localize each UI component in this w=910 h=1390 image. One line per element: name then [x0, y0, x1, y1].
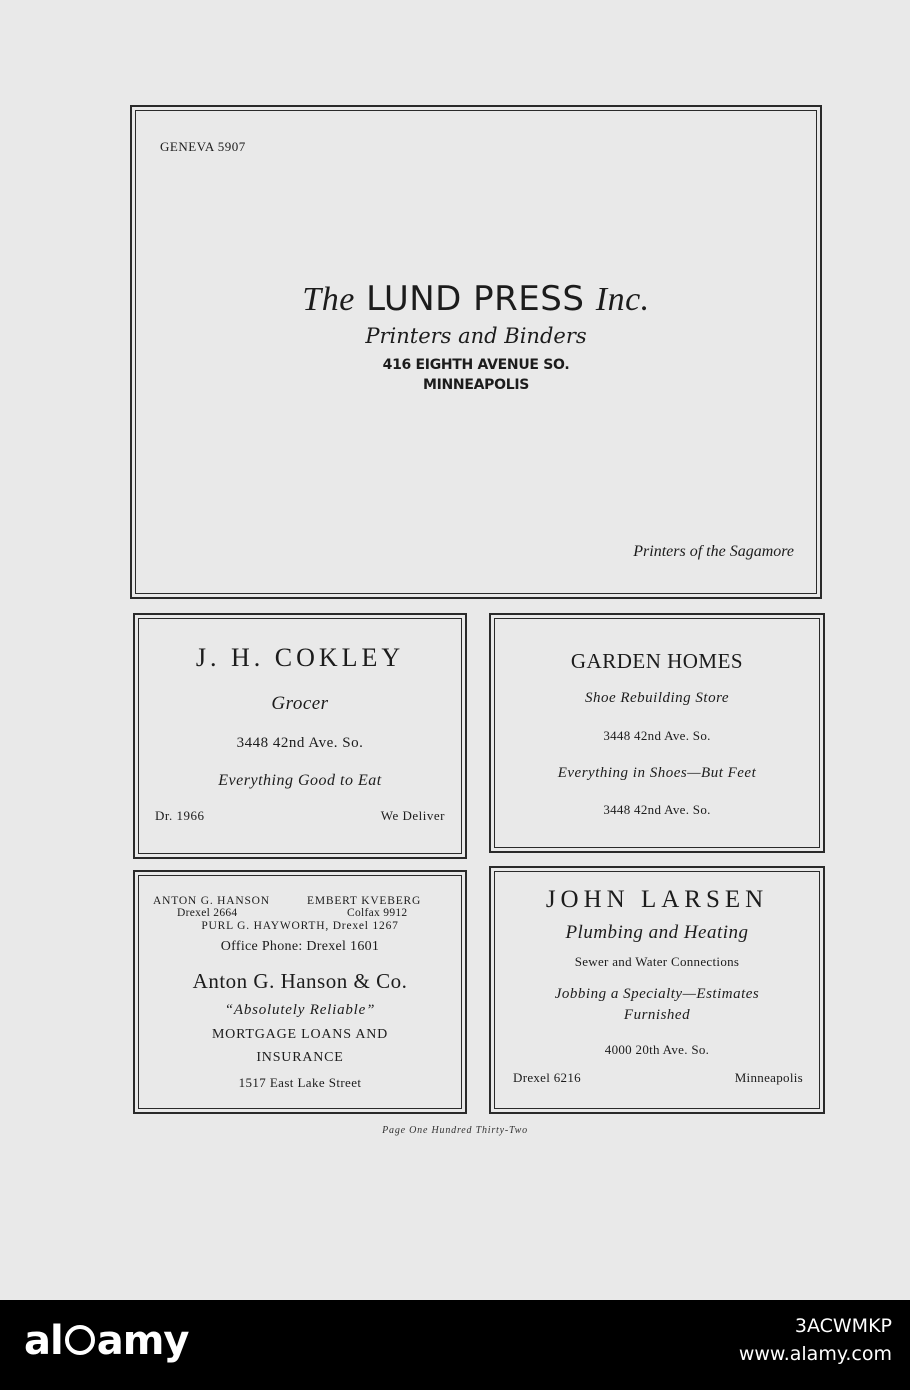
- cokley-delivery: We Deliver: [380, 808, 445, 823]
- larsen-phone: Drexel 6216: [513, 1070, 581, 1085]
- garden-name: GARDEN HOMES: [570, 649, 744, 673]
- hanson-service-2: INSURANCE: [256, 1050, 344, 1065]
- lund-city: MINNEAPOLIS: [422, 377, 530, 393]
- garden-address-top: 3448 42nd Ave. So.: [603, 728, 711, 743]
- hanson-street: 1517 East Lake Street: [238, 1075, 362, 1090]
- larsen-jobbing-1: Jobbing a Specialty—Estimates: [554, 986, 760, 1002]
- hanson-partner-3: PURL G. HAYWORTH, Drexel 1267: [201, 920, 399, 932]
- garden-address-bottom: 3448 42nd Ave. So.: [603, 802, 711, 817]
- hanson-office-phone: Office Phone: Drexel 1601: [220, 939, 380, 954]
- larsen-services: Sewer and Water Connections: [574, 954, 740, 969]
- stock-banner: [0, 1300, 910, 1390]
- brand-left: al: [24, 1318, 63, 1364]
- hanson-partner-2: EMBERT KVEBERG: [307, 895, 422, 907]
- hanson-partner-1-phone: Drexel 2664: [177, 907, 238, 919]
- lund-phone: GENEVA 5907: [160, 139, 246, 154]
- lund-tagline: Printers of the Sagamore: [633, 543, 794, 560]
- brand-a-icon: [65, 1325, 95, 1355]
- garden-subtitle: Shoe Rebuilding Store: [584, 690, 730, 706]
- lund-address: 416 EIGHTH AVENUE SO.: [382, 357, 570, 373]
- cokley-slogan: Everything Good to Eat: [218, 772, 382, 789]
- cokley-trade: Grocer: [271, 693, 329, 714]
- larsen-trade: Plumbing and Heating: [565, 922, 749, 943]
- larsen-address: 4000 20th Ave. So.: [604, 1042, 710, 1057]
- lund-name-line: [132, 279, 820, 319]
- hanson-motto: “Absolutely Reliable”: [224, 1002, 376, 1018]
- hanson-partner-2-phone: Colfax 9912: [347, 907, 408, 919]
- hanson-firm: Anton G. Hanson & Co.: [192, 969, 408, 993]
- ad-hanson: [133, 870, 467, 1114]
- larsen-name: JOHN LARSEN: [545, 886, 769, 913]
- cokley-phone: Dr. 1966: [155, 808, 205, 823]
- larsen-jobbing-2: Furnished: [623, 1007, 691, 1023]
- brand-right: amy: [96, 1318, 189, 1364]
- ad-cokley: [133, 613, 467, 859]
- lund-name-prefix: The: [302, 281, 355, 318]
- hanson-partner-1: ANTON G. HANSON: [153, 895, 270, 907]
- larsen-city: Minneapolis: [734, 1070, 803, 1085]
- lund-name-suffix: Inc.: [595, 281, 650, 318]
- ad-larsen: [489, 866, 825, 1114]
- ad-garden-homes: [489, 613, 825, 853]
- image-id: 3ACWMKP: [794, 1315, 892, 1337]
- lund-name: LUND PRESS: [366, 279, 585, 319]
- lund-subtitle: Printers and Binders: [365, 324, 587, 348]
- garden-slogan: Everything in Shoes—But Feet: [557, 765, 757, 781]
- ad-lund-press: [130, 105, 822, 599]
- alamy-logo: [24, 1318, 188, 1364]
- site-url: www.alamy.com: [738, 1343, 892, 1365]
- page-number: Page One Hundred Thirty-Two: [382, 1125, 528, 1136]
- cokley-address: 3448 42nd Ave. So.: [236, 735, 364, 751]
- hanson-service-1: MORTGAGE LOANS AND: [211, 1027, 389, 1042]
- ad-inner-border: [135, 110, 817, 594]
- cokley-name: J. H. COKLEY: [195, 643, 405, 672]
- image-reference: [739, 1312, 892, 1368]
